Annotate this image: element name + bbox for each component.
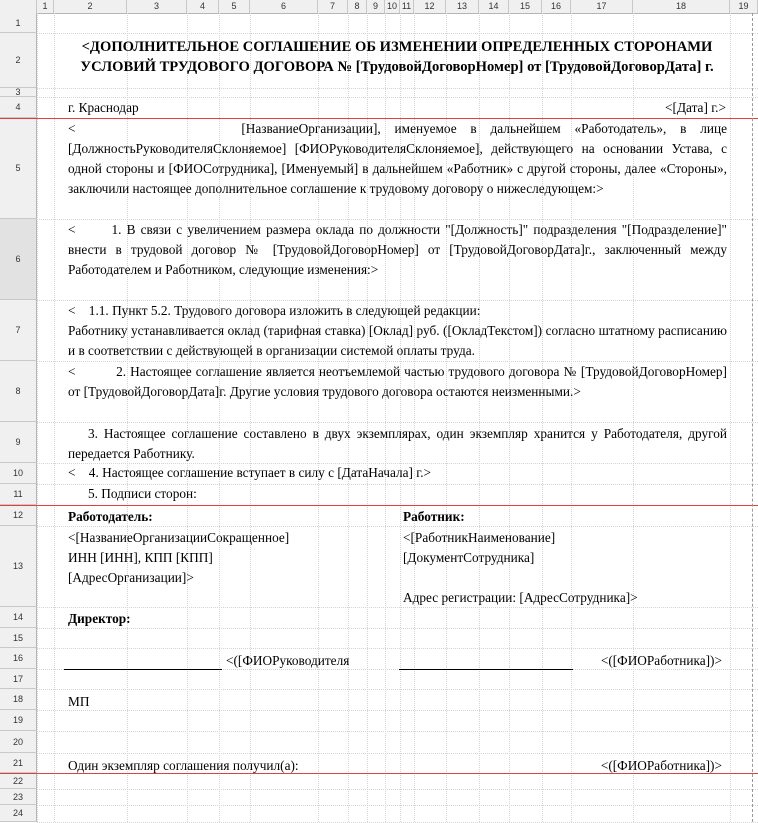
row-header-24[interactable]: 24 [0, 805, 37, 822]
column-break-line [752, 13, 753, 822]
document-title [52, 37, 742, 77]
grid-row-line [37, 628, 758, 629]
employer-name: <[НазваниеОрганизацииСокращенное] [68, 530, 290, 545]
column-header-16[interactable]: 16 [542, 0, 571, 13]
employer-inn: ИНН [ИНН], КПП [КПП] [68, 550, 213, 565]
employee-name: <[РаботникНаименование] [403, 530, 556, 545]
column-header-14[interactable]: 14 [479, 0, 509, 13]
row-header-1[interactable]: 1 [0, 13, 37, 33]
row-header-3[interactable]: 3 [0, 88, 37, 97]
row-header-7[interactable]: 7 [0, 300, 37, 361]
column-header-4[interactable]: 4 [187, 0, 219, 13]
column-header-7[interactable]: 7 [318, 0, 348, 13]
employee-signature-line [399, 669, 573, 670]
grid-row-line [37, 789, 758, 790]
row-header-20[interactable]: 20 [0, 731, 37, 753]
employee-address: Адрес регистрации: [АдресСотрудника]> [403, 590, 638, 605]
grid-column-line [37, 13, 38, 822]
row-header-15[interactable]: 15 [0, 628, 37, 648]
column-header-11[interactable]: 11 [400, 0, 414, 13]
row-header-16[interactable]: 16 [0, 648, 37, 669]
row-header-17[interactable]: 17 [0, 669, 37, 689]
column-header-10[interactable]: 10 [385, 0, 400, 13]
row-header-18[interactable]: 18 [0, 689, 37, 710]
column-header-bar [0, 0, 758, 14]
paragraph-1-1-text: Работнику устанавливается оклад (тарифная ставка) [Оклад] руб. ([ОкладТекстом]) согласно штатному расписанию и в соответствии с действующей в организации системой оплаты труда. [68, 323, 727, 358]
grid-row-line [37, 805, 758, 806]
date-label: <[Дата] г.> [665, 100, 726, 115]
grid-row-line [37, 753, 758, 754]
paragraph-4: < 4. Настоящее соглашение вступает в силу с [ДатаНачала] г.> [68, 465, 432, 480]
grid-row-line [37, 33, 758, 34]
row-header-14[interactable]: 14 [0, 607, 37, 628]
row-header-5[interactable]: 5 [0, 118, 37, 219]
title-line-2: УСЛОВИЙ ТРУДОВОГО ДОГОВОРА № [ТрудовойДоговорНомер] от [ТрудовойДоговорДата] г. [80, 59, 714, 75]
title-line-1: <ДОПОЛНИТЕЛЬНОЕ СОГЛАШЕНИЕ ОБ ИЗМЕНЕНИИ ОПРЕДЕЛЕННЫХ СТОРОНАМИ [81, 39, 713, 55]
grid-row-line [37, 422, 758, 423]
row-header-4[interactable]: 4 [0, 97, 37, 118]
paragraph-2: < 2. Настоящее соглашение является неотъемлемой частью трудового договора № [ТрудовойДоговорНомер] от [ТрудовойДоговорДата]г. Другие условия трудового договора остаются неизменными.> [68, 364, 731, 399]
employee-document: [ДокументСотрудника] [403, 550, 535, 565]
paragraph-1-1-heading: < 1.1. Пункт 5.2. Трудового договора изложить в следующей редакции: [68, 303, 481, 318]
column-header-12[interactable]: 12 [414, 0, 446, 13]
column-header-6[interactable]: 6 [250, 0, 318, 13]
grid-column-line [730, 13, 731, 822]
grid-row-line [37, 88, 758, 89]
corner-select-all[interactable] [0, 0, 37, 13]
column-header-18[interactable]: 18 [633, 0, 730, 13]
row-header-6[interactable]: 6 [0, 219, 37, 300]
grid-row-line [37, 689, 758, 690]
column-header-19[interactable]: 19 [730, 0, 758, 13]
stamp-label: МП [68, 694, 90, 709]
grid-row-line [37, 648, 758, 649]
paragraph-5: 5. Подписи сторон: [88, 486, 197, 501]
director-label: Директор: [68, 611, 131, 626]
row-header-22[interactable]: 22 [0, 773, 37, 789]
column-header-15[interactable]: 15 [509, 0, 542, 13]
grid-row-line [37, 607, 758, 608]
received-label: Один экземпляр соглашения получил(а): [68, 758, 299, 773]
row-header-13[interactable]: 13 [0, 526, 37, 607]
grid-row-line [37, 731, 758, 732]
employer-heading: Работодатель: [68, 509, 153, 524]
grid-column-line [54, 13, 55, 822]
grid-row-line [37, 97, 758, 98]
row-header-19[interactable]: 19 [0, 710, 37, 731]
column-header-2[interactable]: 2 [54, 0, 127, 13]
row-header-8[interactable]: 8 [0, 361, 37, 422]
row-header-11[interactable]: 11 [0, 484, 37, 505]
employee-heading: Работник: [403, 509, 465, 524]
received-signature-name: <([ФИОРаботника])> [600, 758, 722, 773]
column-header-8[interactable]: 8 [348, 0, 367, 13]
paragraph-3: 3. Настоящее соглашение составлено в двух экземплярах, один экземпляр хранится у Работодателя, другой передается Работнику. [68, 426, 727, 461]
row-header-21[interactable]: 21 [0, 753, 37, 773]
page-break-line [0, 505, 758, 506]
column-header-13[interactable]: 13 [446, 0, 479, 13]
grid-row-line [37, 710, 758, 711]
city-label: г. Краснодар [68, 100, 139, 115]
row-header-12[interactable]: 12 [0, 505, 37, 526]
column-header-3[interactable]: 3 [127, 0, 187, 13]
column-header-17[interactable]: 17 [571, 0, 633, 13]
row-header-9[interactable]: 9 [0, 422, 37, 463]
column-header-1[interactable]: 1 [37, 0, 54, 13]
employer-address: [АдресОрганизации]> [68, 570, 194, 585]
employer-signature-name: <([ФИОРуководителя [226, 653, 350, 668]
employee-signature-name: <([ФИОРаботника])> [600, 653, 722, 668]
row-header-23[interactable]: 23 [0, 789, 37, 805]
column-header-9[interactable]: 9 [367, 0, 385, 13]
preamble-paragraph: < [НазваниеОрганизации], именуемое в дальнейшем «Работодатель», в лице [ДолжностьРуководителяСклоняемое] [ФИОРуководителяСклоняемое], действующего на основании Устава, с одной стороны и [ФИОСотрудника], [Именуемый] в дальнейшем «Работник» с другой стороны, далее «Стороны», заключили настоящее дополнительное соглашение к трудовому договору о нижеследующем:> [68, 121, 731, 196]
row-header-2[interactable]: 2 [0, 33, 37, 88]
paragraph-1: < 1. В связи с увеличением размера оклада по должности "[Должность]" подразделения "[Подразделение]" внести в трудовой договор № [ТрудовойДоговорНомер] от [ТрудовойДоговорДата]г., заключенный между Работодателем и Работником, следующие изменения:> [68, 222, 731, 277]
column-header-5[interactable]: 5 [219, 0, 250, 13]
employer-signature-line [64, 669, 222, 670]
row-header-10[interactable]: 10 [0, 463, 37, 484]
